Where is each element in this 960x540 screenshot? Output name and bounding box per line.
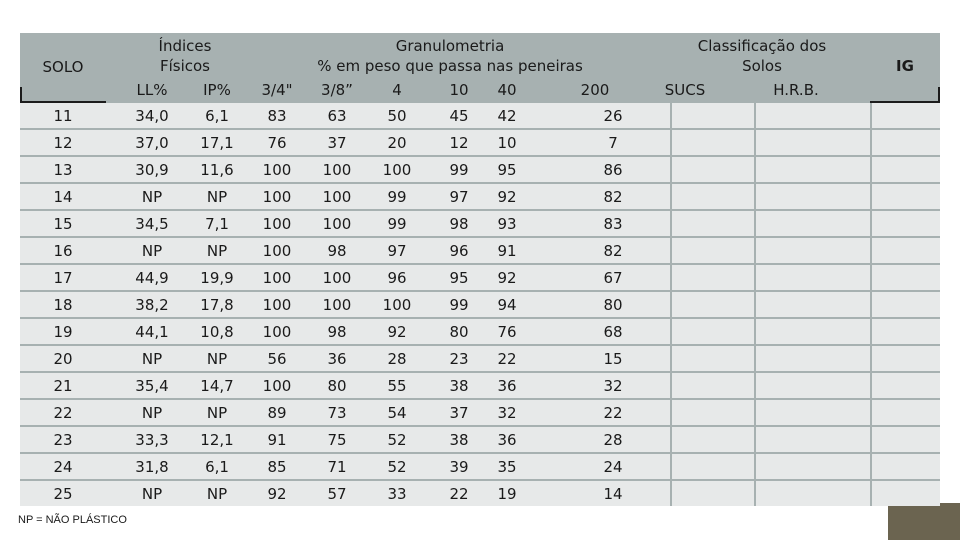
- table-cell: 12: [449, 133, 469, 152]
- table-cell: NP: [141, 349, 163, 368]
- table-cell: 31,8: [135, 457, 169, 476]
- table-cell: 22: [603, 403, 623, 422]
- table-cell: 44,1: [135, 322, 169, 341]
- table-cell: 28: [603, 430, 623, 449]
- table-cell: 80: [603, 295, 623, 314]
- table-cell: 100: [262, 214, 292, 233]
- table-cell: 52: [387, 430, 407, 449]
- table-cell: 76: [497, 322, 517, 341]
- table-cell: 73: [327, 403, 347, 422]
- table-cell: 35,4: [135, 376, 169, 395]
- table-cell: NP: [141, 241, 163, 260]
- soil-id-cell: 14: [53, 187, 73, 206]
- table-cell: NP: [141, 484, 163, 503]
- table-cell: 38,2: [135, 295, 169, 314]
- table-cell: 23: [449, 349, 469, 368]
- table-cell: 6,1: [205, 457, 229, 476]
- table-cell: 75: [327, 430, 347, 449]
- table-cell: 100: [322, 214, 352, 233]
- table-cell: 32: [603, 376, 623, 395]
- table-cell: NP: [141, 187, 163, 206]
- table-cell: 97: [387, 241, 407, 260]
- header-solo: SOLO: [42, 58, 84, 76]
- table-cell: 100: [322, 187, 352, 206]
- table-cell: 26: [603, 106, 623, 125]
- table-cell: 100: [382, 160, 412, 179]
- decorative-corner-block: [888, 503, 960, 540]
- table-cell: 99: [387, 187, 407, 206]
- table-cell: 100: [322, 295, 352, 314]
- table-cell: 6,1: [205, 106, 229, 125]
- table-cell: 67: [603, 268, 623, 287]
- table-cell: 20: [387, 133, 407, 152]
- header-classificacao-line2: Solos: [742, 57, 782, 75]
- table-cell: 39: [449, 457, 469, 476]
- table-cell: 100: [322, 160, 352, 179]
- table-cell: 89: [267, 403, 287, 422]
- soil-id-cell: 19: [53, 322, 73, 341]
- subheader-3-4: 3/4": [261, 81, 293, 99]
- soil-id-cell: 21: [53, 376, 73, 395]
- table-cell: 92: [267, 484, 287, 503]
- table-cell: 34,0: [135, 106, 169, 125]
- table-cell: 22: [497, 349, 517, 368]
- header-granulometria-line1: Granulometria: [395, 37, 505, 55]
- table-cell: 100: [262, 376, 292, 395]
- table-cell: 100: [262, 160, 292, 179]
- table-cell: 80: [327, 376, 347, 395]
- table-cell: 37,0: [135, 133, 169, 152]
- table-cell: 100: [382, 295, 412, 314]
- table-cell: 42: [497, 106, 517, 125]
- soil-id-cell: 25: [53, 484, 73, 503]
- table-cell: 99: [449, 295, 469, 314]
- subheader-4: 4: [392, 81, 402, 99]
- table-cell: 7: [608, 133, 618, 152]
- table-cell: 17,8: [200, 295, 234, 314]
- table-cell: 86: [603, 160, 623, 179]
- table-cell: 68: [603, 322, 623, 341]
- table-cell: 92: [387, 322, 407, 341]
- table-cell: 95: [449, 268, 469, 287]
- header-indices-line1: Índices: [158, 37, 212, 55]
- table-cell: 93: [497, 214, 517, 233]
- table-cell: 92: [497, 187, 517, 206]
- table-cell: 19: [497, 484, 517, 503]
- soil-id-cell: 22: [53, 403, 73, 422]
- table-cell: NP: [206, 484, 228, 503]
- table-cell: 97: [449, 187, 469, 206]
- subheader-200: 200: [580, 81, 610, 99]
- table-cell: 96: [387, 268, 407, 287]
- soil-id-cell: 17: [53, 268, 73, 287]
- table-cell: 98: [327, 322, 347, 341]
- table-cell: 35: [497, 457, 517, 476]
- subheader-10: 10: [449, 81, 469, 99]
- table-cell: 19,9: [200, 268, 234, 287]
- table-cell: 100: [262, 241, 292, 260]
- soil-id-cell: 24: [53, 457, 73, 476]
- soil-id-cell: 20: [53, 349, 73, 368]
- footnote: NP = NÃO PLÁSTICO: [18, 514, 127, 526]
- table-cell: 22: [449, 484, 469, 503]
- table-cell: 38: [449, 376, 469, 395]
- column-divider: [870, 103, 872, 506]
- soil-id-cell: 15: [53, 214, 73, 233]
- table-cell: 100: [322, 268, 352, 287]
- table-cell: 33: [387, 484, 407, 503]
- header-granulometria-line2: % em peso que passa nas peneiras: [317, 57, 583, 75]
- table-cell: 24: [603, 457, 623, 476]
- table-cell: 56: [267, 349, 287, 368]
- table-cell: 83: [267, 106, 287, 125]
- header-indices-line2: Físicos: [159, 57, 211, 75]
- table-cell: 100: [262, 322, 292, 341]
- soil-classification-table: [20, 33, 940, 505]
- table-cell: 32: [497, 403, 517, 422]
- subheader-hrb: H.R.B.: [773, 81, 819, 99]
- table-cell: 96: [449, 241, 469, 260]
- subheader-sucs: SUCS: [664, 81, 706, 99]
- soil-id-cell: 13: [53, 160, 73, 179]
- table-cell: 52: [387, 457, 407, 476]
- table-cell: 91: [497, 241, 517, 260]
- soil-id-cell: 16: [53, 241, 73, 260]
- table-cell: NP: [206, 187, 228, 206]
- table-cell: 82: [603, 187, 623, 206]
- subheader-ll: LL%: [136, 81, 168, 99]
- table-cell: 11,6: [200, 160, 234, 179]
- table-cell: 95: [497, 160, 517, 179]
- table-cell: 54: [387, 403, 407, 422]
- column-divider: [670, 103, 672, 506]
- table-cell: 82: [603, 241, 623, 260]
- table-cell: 76: [267, 133, 287, 152]
- header-rule-left-tick: [20, 87, 22, 103]
- table-cell: 36: [327, 349, 347, 368]
- table-cell: 85: [267, 457, 287, 476]
- table-cell: 100: [262, 295, 292, 314]
- table-cell: 80: [449, 322, 469, 341]
- table-cell: 10,8: [200, 322, 234, 341]
- subheader-40: 40: [497, 81, 517, 99]
- table-cell: 14,7: [200, 376, 234, 395]
- table-cell: NP: [206, 403, 228, 422]
- table-cell: NP: [206, 241, 228, 260]
- table-cell: 30,9: [135, 160, 169, 179]
- soil-id-cell: 11: [53, 106, 73, 125]
- table-cell: NP: [206, 349, 228, 368]
- subheader-3-8: 3/8”: [321, 81, 353, 99]
- table-cell: 99: [387, 214, 407, 233]
- header-classificacao-line1: Classificação dos: [697, 37, 827, 55]
- soil-id-cell: 12: [53, 133, 73, 152]
- table-cell: 50: [387, 106, 407, 125]
- table-cell: 37: [327, 133, 347, 152]
- table-cell: 100: [262, 268, 292, 287]
- table-cell: 7,1: [205, 214, 229, 233]
- table-cell: 99: [449, 160, 469, 179]
- table-cell: 71: [327, 457, 347, 476]
- table-cell: 36: [497, 376, 517, 395]
- soil-id-cell: 18: [53, 295, 73, 314]
- table-cell: 14: [603, 484, 623, 503]
- table-cell: 100: [262, 187, 292, 206]
- table-cell: 55: [387, 376, 407, 395]
- header-ig: IG: [896, 57, 914, 75]
- table-cell: 91: [267, 430, 287, 449]
- table-cell: 34,5: [135, 214, 169, 233]
- table-cell: 38: [449, 430, 469, 449]
- table-cell: 94: [497, 295, 517, 314]
- subheader-ip: IP%: [203, 81, 231, 99]
- table-cell: 15: [603, 349, 623, 368]
- table-cell: 17,1: [200, 133, 234, 152]
- table-cell: 57: [327, 484, 347, 503]
- table-cell: 98: [449, 214, 469, 233]
- table-cell: 12,1: [200, 430, 234, 449]
- table-cell: 28: [387, 349, 407, 368]
- header-rule-right-tick: [938, 87, 940, 103]
- table-cell: 45: [449, 106, 469, 125]
- table-cell: 63: [327, 106, 347, 125]
- table-cell: 36: [497, 430, 517, 449]
- table-cell: 44,9: [135, 268, 169, 287]
- table-cell: 98: [327, 241, 347, 260]
- table-cell: 37: [449, 403, 469, 422]
- table-cell: 92: [497, 268, 517, 287]
- table-cell: 33,3: [135, 430, 169, 449]
- table-cell: 83: [603, 214, 623, 233]
- column-divider: [754, 103, 756, 506]
- table-cell: NP: [141, 403, 163, 422]
- table-cell: 10: [497, 133, 517, 152]
- soil-id-cell: 23: [53, 430, 73, 449]
